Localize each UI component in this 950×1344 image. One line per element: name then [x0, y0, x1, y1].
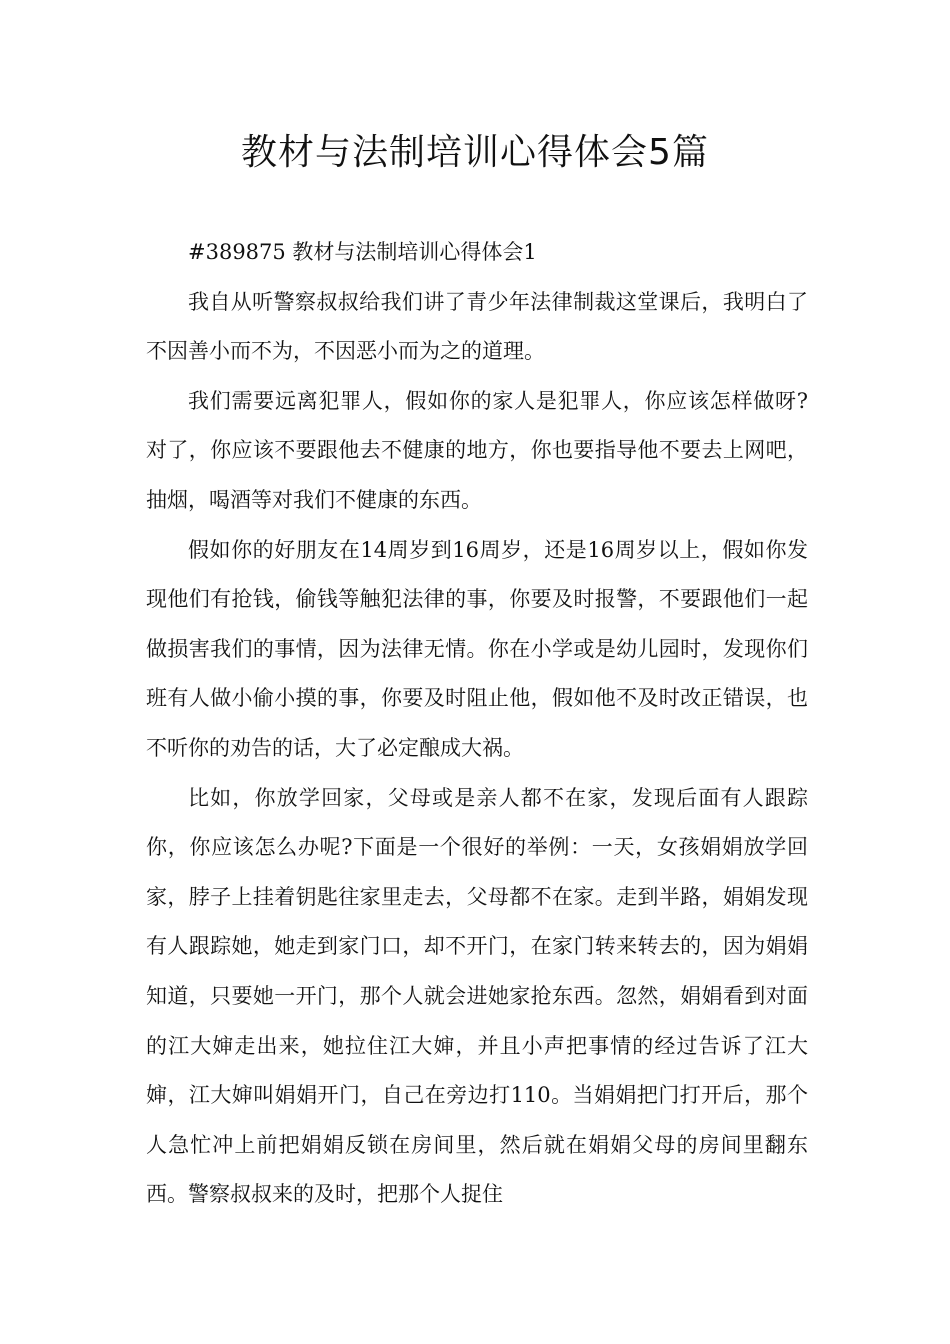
body-paragraph: 我自从听警察叔叔给我们讲了青少年法律制裁这堂课后，我明白了不因善小而不为，不因恶小而为之的道理。: [146, 289, 808, 364]
body-paragraph: 比如，你放学回家，父母或是亲人都不在家，发现后面有人跟踪你，你应该怎么办呢?下面是一个很好的举例：一天，女孩娟娟放学回家，脖子上挂着钥匙往家里走去，父母都不在家。走到半路，娟娟发现有人跟踪她，她走到家门口，却不开门，在家门转来转去的，因为娟娟知道，只要她一开门，那个人就会进她家抢东西。忽然，娟娟看到对面的江大婶走出来，她拉住江大婶，并且小声把事情的经过告诉了江大婶，江大婶叫娟娟开门，自己在旁边打110。当娟娟把门打开后，那个人急忙冲上前把娟娟反锁在房间里，然后就在娟娟父母的房间里翻东西。警察叔叔来的及时，把那个人捉住: [146, 785, 808, 1207]
section-heading: #389875 教材与法制培训心得体会1: [188, 240, 537, 264]
body-paragraph: 假如你的好朋友在14周岁到16周岁，还是16周岁以上，假如你发现他们有抢钱，偷钱等触犯法律的事，你要及时报警，不要跟他们一起做损害我们的事情，因为法律无情。你在小学或是幼儿园时，发现你们班有人做小偷小摸的事，你要及时阻止他，假如他不及时改正错误，也不听你的劝告的话，大了必定酿成大祸。: [146, 537, 808, 760]
document-body: [146, 228, 808, 1220]
body-paragraph: 我们需要远离犯罪人，假如你的家人是犯罪人，你应该怎样做呀?对了，你应该不要跟他去不健康的地方，你也要指导他不要去上网吧，抽烟，喝酒等对我们不健康的东西。: [146, 388, 808, 512]
document-title: 教材与法制培训心得体会5篇: [241, 132, 709, 173]
